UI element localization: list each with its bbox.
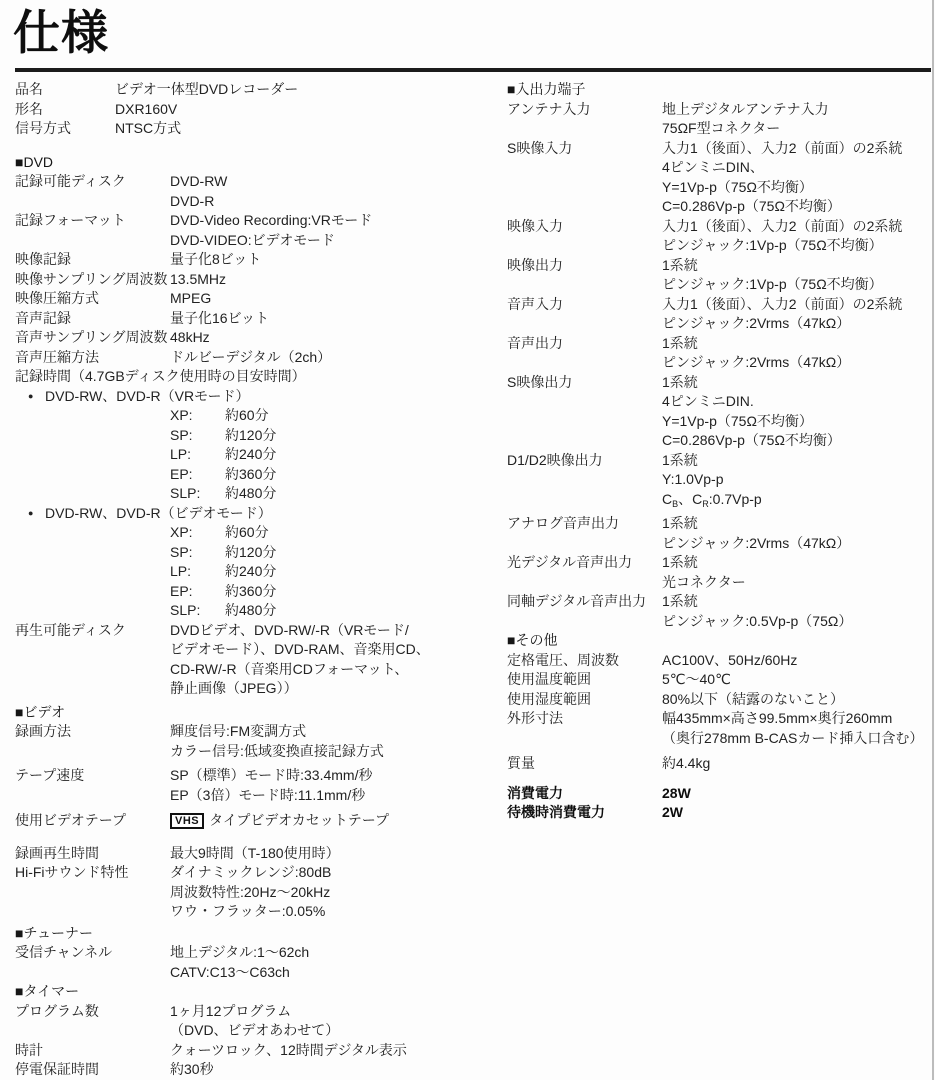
- spec-value: [115, 80, 483, 100]
- spec-value: [662, 670, 929, 690]
- mode-value: 約240分: [225, 446, 277, 462]
- spec-fullwidth-label: 記録時間（4.7GBディスク使用時の目安時間）: [15, 368, 306, 384]
- section-heading: ■タイマー: [15, 983, 80, 999]
- spec-label: 定格電圧、周波数: [507, 651, 619, 668]
- spec-label: 記録可能ディスク: [15, 173, 126, 189]
- spec-value-line: クォーツロック、12時間デジタル表示: [170, 1041, 407, 1058]
- spec-row: [15, 250, 483, 270]
- spec-value: [170, 465, 483, 485]
- spec-value-line: 75ΩF型コネクター: [662, 120, 781, 136]
- spec-row: [15, 844, 483, 864]
- spec-value-line: 1系統: [662, 554, 698, 570]
- spec-right-column: [507, 80, 929, 823]
- spec-value-line: [170, 543, 483, 563]
- spec-value: [662, 709, 929, 748]
- spec-label: 録画再生時間: [15, 844, 99, 861]
- spec-row: [507, 784, 929, 804]
- spec-value-line: C=0.286Vp-p（75Ω不均衡）: [662, 432, 841, 448]
- mode-value: 約120分: [225, 426, 277, 443]
- spec-value-line: 入力1（後面）、入力2（前面）の2系統: [662, 139, 903, 156]
- spec-row: [15, 766, 483, 805]
- spec-value: [170, 172, 483, 211]
- spec-value-line: 入力1（後面）、入力2（前面）の2系統: [662, 295, 903, 312]
- spec-row: [15, 119, 483, 139]
- mode-row: [15, 406, 483, 426]
- spec-label: 音声サンプリング周波数: [15, 329, 168, 345]
- mode-key: SLP:: [170, 602, 201, 618]
- spec-row: [507, 553, 929, 592]
- spec-label: 同軸デジタル音声出力: [507, 593, 647, 609]
- spec-value: [662, 334, 929, 373]
- spec-value-line: 13.5MHz: [170, 270, 227, 287]
- spec-value: [662, 690, 929, 710]
- spec-value-line: 1系統: [662, 373, 698, 390]
- mode-key: SP:: [170, 426, 193, 443]
- spec-value-line: AC100V、50Hz/60Hz: [662, 651, 798, 668]
- spec-row: [15, 1002, 483, 1041]
- spec-label: S映像入力: [507, 139, 573, 156]
- spec-value: [170, 406, 483, 426]
- spec-value: [170, 426, 483, 446]
- mode-value: 約120分: [225, 543, 277, 560]
- spec-row: [15, 100, 483, 120]
- spec-value-line: [170, 811, 483, 831]
- spec-value: [662, 803, 929, 823]
- spec-value-line: [170, 582, 483, 602]
- spec-value: [662, 295, 929, 334]
- spec-value: [662, 256, 929, 295]
- spec-label: 品名: [15, 81, 43, 97]
- spec-value: [170, 523, 483, 543]
- section-heading: ■DVD: [15, 153, 54, 170]
- spec-row: [507, 690, 929, 710]
- spec-label: 音声記録: [15, 309, 71, 326]
- spec-value: [662, 784, 929, 804]
- spec-value-line: ピンジャック:2Vrms（47kΩ）: [662, 534, 851, 551]
- spec-row: [15, 943, 483, 982]
- spec-value-line: （DVD、ビデオあわせて）: [170, 1022, 340, 1038]
- spec-value: [662, 100, 929, 139]
- spec-row: [15, 863, 483, 922]
- spec-value-text: タイプビデオカセットテープ: [209, 812, 390, 828]
- spec-row: [507, 373, 929, 451]
- spec-value-line: 1系統: [662, 451, 698, 468]
- spec-value: [170, 484, 483, 504]
- spec-label: 音声圧縮方法: [15, 348, 99, 365]
- spec-value-line: 静止画像（JPEG））: [170, 680, 298, 696]
- spec-row: [15, 80, 483, 100]
- spec-value: [170, 844, 483, 864]
- spec-label: 使用ビデオテープ: [15, 812, 127, 828]
- mode-key: XP:: [170, 407, 193, 423]
- spec-label: 消費電力: [507, 784, 563, 801]
- spec-value-line: 1系統: [662, 515, 698, 531]
- spec-value-line: ビデオ一体型DVDレコーダー: [115, 81, 299, 97]
- spec-value-line: CD-RW/-R（音楽用CDフォーマット、: [170, 660, 409, 677]
- spec-label: 待機時消費電力: [507, 804, 605, 820]
- spec-row: [507, 754, 929, 774]
- spec-value-line: [170, 445, 483, 465]
- spec-value: [662, 139, 929, 217]
- bullet-row: [15, 387, 483, 407]
- spec-row: [507, 100, 929, 139]
- text-part: C: [662, 490, 673, 507]
- mode-value: 約360分: [225, 582, 277, 599]
- spec-value-line: 1系統: [662, 593, 698, 609]
- spec-label: 信号方式: [15, 120, 71, 136]
- spec-value-line: DVD-RW: [170, 173, 228, 189]
- spec-value-line: 80%以下（結露のないこと）: [662, 690, 845, 707]
- spec-value-line: 周波数特性:20Hz〜20kHz: [170, 883, 331, 900]
- spec-value-line: 約30秒: [170, 1061, 214, 1077]
- spec-value-line: 約4.4kg: [662, 755, 711, 771]
- spec-row: [15, 348, 483, 368]
- spec-label: S映像出力: [507, 373, 573, 390]
- spec-value: [170, 601, 483, 621]
- spec-row: [507, 651, 929, 671]
- spec-label: 映像記録: [15, 251, 71, 267]
- spec-label: アンテナ入力: [507, 100, 591, 117]
- spec-row: [15, 211, 483, 250]
- spec-value-line: （奥行278mm B-CASカード挿入口含む）: [662, 729, 924, 746]
- spec-value-line: CATV:C13〜C63ch: [170, 963, 290, 980]
- mode-value: 約240分: [225, 563, 277, 579]
- mode-row: [15, 562, 483, 582]
- spec-row: [507, 592, 929, 631]
- spec-label: 映像圧縮方式: [15, 290, 99, 306]
- spec-value-line: 2W: [662, 804, 683, 820]
- spec-value-line: 量子化16ビット: [170, 309, 270, 326]
- title-underline-rule: [15, 68, 931, 72]
- spec-value: [662, 592, 929, 631]
- spec-row: [507, 709, 929, 748]
- spec-value-line: MPEG: [170, 290, 212, 306]
- spec-row: [507, 803, 929, 823]
- spec-value: [662, 451, 929, 515]
- mode-key: EP:: [170, 465, 193, 482]
- spec-row: [507, 670, 929, 690]
- spec-value-line: 4ピンミニDIN.: [662, 393, 754, 409]
- spec-value-line: [170, 406, 483, 426]
- spec-value: [170, 270, 483, 290]
- spec-row: [15, 811, 483, 831]
- page-title: 仕様: [13, 6, 109, 59]
- spec-value-line: ビデオモード）、DVD-RAM、音楽用CD、: [170, 641, 430, 657]
- spec-value-line: [170, 426, 483, 446]
- mode-value: 約480分: [225, 485, 277, 501]
- spec-value: [662, 373, 929, 451]
- spec-row: [507, 217, 929, 256]
- spec-value-line: [170, 484, 483, 504]
- spec-value-line: ピンジャック:2Vrms（47kΩ）: [662, 354, 851, 370]
- spec-value-line: 1系統: [662, 334, 698, 351]
- spec-value-line: 5℃〜40℃: [662, 671, 731, 687]
- spec-label: 受信チャンネル: [15, 944, 113, 960]
- mode-key: EP:: [170, 582, 193, 599]
- spec-value-line: [170, 465, 483, 485]
- mode-row: [15, 523, 483, 543]
- bullet-icon: ●: [28, 507, 34, 518]
- spec-value-line: 1系統: [662, 256, 698, 273]
- spec-value-line: [662, 490, 929, 515]
- spec-label: 記録フォーマット: [15, 212, 126, 228]
- mode-row: [15, 582, 483, 602]
- spec-label: 映像入力: [507, 217, 563, 234]
- spec-value-line: C=0.286Vp-p（75Ω不均衡）: [662, 198, 841, 214]
- spec-label: 録画方法: [15, 723, 71, 739]
- spec-value-line: 地上デジタルアンテナ入力: [662, 100, 829, 117]
- spec-value: [662, 651, 929, 671]
- spec-value-line: 28W: [662, 784, 691, 801]
- spec-label: 音声入力: [507, 295, 563, 312]
- spec-row: [15, 328, 483, 348]
- spec-value: [170, 943, 483, 982]
- spec-label: プログラム数: [15, 1002, 99, 1019]
- spec-label: 音声出力: [507, 334, 563, 351]
- spec-value-line: EP（3倍）モード時:11.1mm/秒: [170, 786, 366, 803]
- spec-value-line: DVD-VIDEO:ビデオモード: [170, 231, 335, 248]
- spec-value-line: SP（標準）モード時:33.4mm/秒: [170, 767, 373, 783]
- spec-label: アナログ音声出力: [507, 515, 619, 531]
- spec-value: [170, 309, 483, 329]
- mode-value: 約480分: [225, 602, 277, 618]
- spec-value-line: Y=1Vp-p（75Ω不均衡）: [662, 178, 813, 195]
- mode-row: [15, 484, 483, 504]
- mode-key: SP:: [170, 543, 193, 560]
- spec-value-line: 48kHz: [170, 329, 210, 345]
- spec-value-line: 輝度信号:FM変調方式: [170, 723, 307, 739]
- mode-row: [15, 543, 483, 563]
- bullet-row: [15, 504, 483, 524]
- spec-row: [15, 270, 483, 290]
- spec-value: [170, 863, 483, 922]
- mode-value: 約360分: [225, 465, 277, 482]
- spec-value: [170, 811, 483, 831]
- section-heading: ■チューナー: [15, 924, 94, 941]
- spec-row: [507, 451, 929, 515]
- spec-label: Hi-Fiサウンド特性: [15, 864, 129, 880]
- spec-value-line: DVD-Video Recording:VRモード: [170, 212, 373, 228]
- spec-value-line: DVD-R: [170, 192, 215, 209]
- mode-key: LP:: [170, 563, 192, 579]
- spec-row: [15, 1060, 483, 1080]
- spec-value-line: 入力1（後面）、入力2（前面）の2系統: [662, 217, 903, 234]
- spec-row: [15, 309, 483, 329]
- spec-row: [507, 295, 929, 334]
- spec-value-line: ダイナミックレンジ:80dB: [170, 864, 332, 880]
- spec-row: [507, 256, 929, 295]
- spec-value-line: 4ピンミニDIN、: [662, 159, 764, 175]
- mode-value: 約60分: [225, 524, 269, 540]
- mode-value: 約60分: [225, 407, 269, 423]
- spec-row: [507, 334, 929, 373]
- spec-value: [170, 348, 483, 368]
- section-heading: ■入出力端子: [507, 81, 586, 97]
- bullet-label: DVD-RW、DVD-R（ビデオモード）: [45, 504, 272, 521]
- spec-row: [15, 289, 483, 309]
- spec-row: [507, 139, 929, 217]
- subscript-text: R: [702, 498, 709, 509]
- section-heading: ■ビデオ: [15, 703, 66, 720]
- spec-value: [170, 289, 483, 309]
- spec-value-line: ワウ・フラッター:0.05%: [170, 903, 326, 919]
- spec-value-line: 最大9時間（T-180使用時）: [170, 844, 340, 861]
- spec-value: [662, 514, 929, 553]
- spec-value: [170, 543, 483, 563]
- spec-label: 使用温度範囲: [507, 671, 591, 687]
- spec-value: [170, 1041, 483, 1061]
- bullet-label: DVD-RW、DVD-R（VRモード）: [45, 387, 250, 404]
- spec-value: [115, 100, 483, 120]
- spec-value: [662, 217, 929, 256]
- spec-value-line: DXR160V: [115, 100, 178, 117]
- spec-label: 外形寸法: [507, 710, 563, 726]
- spec-value-line: カラー信号:低域変換直接記録方式: [170, 742, 384, 759]
- spec-value-line: 地上デジタル:1〜62ch: [170, 944, 310, 960]
- spec-value: [170, 562, 483, 582]
- spec-value: [170, 250, 483, 270]
- spec-left-column: [15, 80, 483, 1080]
- mode-row: [15, 601, 483, 621]
- spec-value: [170, 722, 483, 761]
- spec-label: テープ速度: [15, 767, 85, 783]
- spec-value-line: 1ヶ月12プログラム: [170, 1002, 292, 1019]
- spec-value: [170, 766, 483, 805]
- spec-value: [115, 119, 483, 139]
- subscript-text: B: [672, 498, 679, 509]
- spec-label: D1/D2映像出力: [507, 451, 603, 468]
- photo-edge-line: [932, 0, 934, 1080]
- text-part: :0.7Vp-p: [708, 490, 762, 507]
- spec-value-line: NTSC方式: [115, 120, 182, 136]
- spec-value: [662, 754, 929, 774]
- mode-key: LP:: [170, 446, 192, 462]
- spec-value-line: [170, 601, 483, 621]
- spec-value-line: ピンジャック:1Vp-p（75Ω不均衡）: [662, 276, 883, 292]
- mode-row: [15, 465, 483, 485]
- bullet-icon: ●: [28, 390, 34, 401]
- text-part: 、C: [678, 490, 703, 507]
- spec-value: [170, 621, 483, 699]
- spec-value: [170, 1060, 483, 1080]
- spec-value-line: [170, 523, 483, 543]
- mode-row: [15, 426, 483, 446]
- spec-value: [170, 328, 483, 348]
- spec-value-line: ピンジャック:2Vrms（47kΩ）: [662, 315, 851, 331]
- spec-label: 停電保証時間: [15, 1061, 99, 1077]
- spec-label: 映像サンプリング周波数: [15, 270, 168, 287]
- mode-key: XP:: [170, 524, 193, 540]
- spec-value: [170, 1002, 483, 1041]
- spec-label: 質量: [507, 755, 535, 771]
- spec-row: [15, 621, 483, 699]
- spec-value-line: Y:1.0Vp-p: [662, 471, 724, 487]
- spec-value-line: 光コネクター: [662, 573, 746, 590]
- spec-row: [15, 1041, 483, 1061]
- section-heading: ■その他: [507, 632, 558, 648]
- spec-value-line: [170, 562, 483, 582]
- spec-value-line: 量子化8ビット: [170, 251, 262, 267]
- spec-label: 使用湿度範囲: [507, 690, 591, 707]
- spec-label: 形名: [15, 100, 43, 117]
- spec-value-line: ピンジャック:0.5Vp-p（75Ω）: [662, 612, 853, 629]
- spec-value: [170, 582, 483, 602]
- spec-value: [170, 445, 483, 465]
- spec-value-line: ピンジャック:1Vp-p（75Ω不均衡）: [662, 237, 883, 253]
- mode-key: SLP:: [170, 485, 201, 501]
- vhs-logo-badge: VHS: [170, 813, 204, 829]
- spec-row: [15, 172, 483, 211]
- spec-label: 時計: [15, 1041, 43, 1058]
- spec-row: [15, 722, 483, 761]
- spec-value-line: 幅435mm×高さ99.5mm×奥行260mm: [662, 710, 893, 726]
- spec-label: 光デジタル音声出力: [507, 554, 633, 570]
- spec-label: 映像出力: [507, 256, 563, 273]
- mode-row: [15, 445, 483, 465]
- spec-value: [170, 211, 483, 250]
- spec-row: [507, 514, 929, 553]
- spec-value-line: Y=1Vp-p（75Ω不均衡）: [662, 412, 813, 429]
- spec-value-line: DVDビデオ、DVD-RW/-R（VRモード/: [170, 621, 409, 638]
- spec-value-line: ドルビーデジタル（2ch）: [170, 348, 332, 365]
- spec-value: [662, 553, 929, 592]
- spec-label: 再生可能ディスク: [15, 621, 126, 638]
